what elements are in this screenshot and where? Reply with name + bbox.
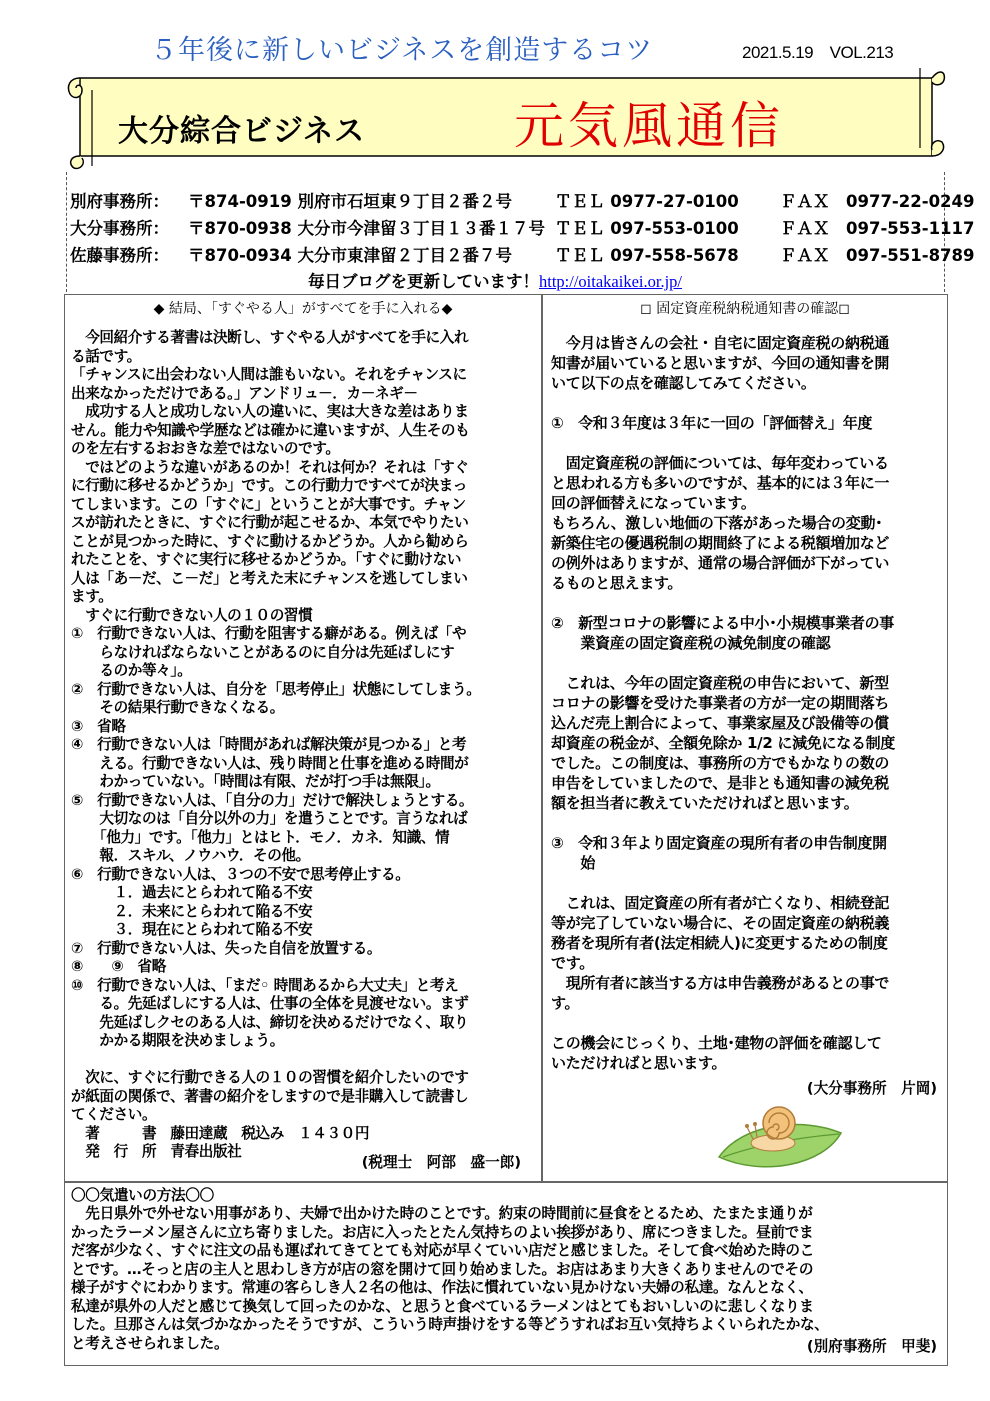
blog-text: 毎日ブログを更新しています！ — [308, 272, 539, 291]
newsletter-title: 元気風通信 — [514, 97, 784, 155]
issue-number: 2021.5.19 VOL.213 — [742, 43, 894, 62]
office-row — [70, 188, 975, 215]
bottom-article-title: 〇〇気遣いの方法〇〇 — [71, 1187, 214, 1204]
tagline: ５年後に新しいビジネスを創造するコツ — [150, 35, 654, 66]
office-row — [70, 215, 975, 242]
office-name: 大分事務所： — [70, 219, 169, 238]
blog-notice — [0, 268, 990, 292]
brand-name: 大分綜合ビジネス — [118, 114, 366, 149]
left-article-signature: (税理士 阿部 盛一郎) — [361, 1154, 521, 1171]
bottom-article — [64, 1182, 948, 1366]
office-fax: ＦＡＸ 0977-22-0249 — [780, 192, 975, 211]
office-row — [70, 242, 975, 269]
office-list — [70, 188, 975, 269]
right-article-signature: (大分事務所 片岡) — [806, 1080, 937, 1097]
office-fax: ＦＡＸ 097-553-1117 — [780, 219, 975, 238]
office-tel: ＴＥＬ 0977-27-0100 — [555, 192, 739, 211]
office-name: 佐藤事務所： — [70, 246, 169, 265]
office-tel: ＴＥＬ 097-558-5678 — [555, 246, 739, 265]
blog-link[interactable]: http://oitakaikei.or.jp/ — [539, 272, 682, 291]
right-article-body: 今月は皆さんの会社・自宅に固定資産税の納税通 知書が届いていると思いますが、今回の通知書を開 いて以下の点を確認してみてください。 ① 令和３年度は３年に一回の「評価替え」年度 固定資産税の評価については、毎年変わっている と思われる方も多いのですが、基本的には３年に一 回の評価替えになっています。 もちろん、激しい地価の下落があった場合の変動･ 新築住宅の優遇税制の期間終了による税額増加など の例外はありますが、通常の場合評価が下がってい るものと思えます。 ② 新型コロナの影響による中小･小規模事業者の事 業資産の固定資産税の減免制度の確認 これは、今年の固定資産税の申告において、新型 コロナの影響を受けた事業者の方が一定の期間落ち 込んだ売上割合によって、事業家屋及び設備等の償 却資産の税金が、全額免除か 1/2 に減免になる制度 でした。この制度は、事務所の方でもかなりの数の 申告をしていましたので、是非とも通知書の減免税 額を担当者に教えていただければと思います。 ③ 令和３年より固定資産の現所有者の申告制度開 始 これは、固定資産の所有者が亡くなり、相続登記 等が完了していない場合に、その固定資産の納税義 務者を現所有者(法定相続人)に変更するための制度 です。 現所有者に該当する方は申告義務があるとの事で す。 この機会にじっくり、土地･建物の評価を確認して いただければと思います。 — [551, 334, 895, 1072]
office-address: 〒870-0938 大分市今津留３丁目１３番１７号 — [188, 219, 545, 238]
snail-on-leaf-icon — [713, 1103, 847, 1177]
office-tel: ＴＥＬ 097-553-0100 — [555, 219, 739, 238]
office-address: 〒870-0934 大分市東津留２丁目２番７号 — [188, 246, 512, 265]
office-fax: ＦＡＸ 097-551-8789 — [780, 246, 975, 265]
bottom-article-body: 先日県外で外せない用事があり、夫婦で出かけた時のことです。約束の時間前に昼食をとるため、たまたま通りが かったラーメン屋さんに立ち寄りました。お店に入ったとたん気持ちのよい挨拶があり、席につきました。昼前でま だ客が少なく、すぐに注文の品も運ばれてきてとても対応が早くていい店だと感じました。そして食べ始めた時のこ とです。…そっと店の主人と思わしき方が店の窓を開けて回り始めました。お店はあまり大きくありませんのでその 様子がすぐにわかります。常連の客らしき人２名の他は、作法に慣れていない見かけない夫婦の私達。なんとなく、 私達が県外の人だと感じて換気して回ったのかな、と思うと食べているラーメンはとてもおいしいのに悲しくなりま した。旦那さんは気づかなかったそうですが、こういう時声掛けをする等どうすればお互い気持ちよくいられたかな、 と考えさせられました。 — [71, 1205, 829, 1352]
left-article — [64, 294, 542, 1182]
office-address: 〒874-0919 別府市石垣東９丁目２番２号 — [188, 192, 512, 211]
right-article-title: ◻ 固定資産税納税通知書の確認◻ — [640, 301, 850, 317]
right-article — [542, 294, 948, 1182]
office-name: 別府事務所： — [70, 192, 169, 211]
left-article-body: 今回紹介する著書は決断し、すぐやる人がすべてを手に入れ る話です。 「チャンスに出会わない人間は誰もいない。それをチャンスに 出来なかっただけである。」アンドリュ－．カ－ネギ－ 成功する人と成功しない人の違いに、実は大きな差はありま せん。能力や知識や学歴などは確かに違いますが、人生そのも のを左右するおおきな差ではないのです。 ではどのような違いがあるのか！それは何か？それは「すぐ に行動に移せるかどうか」です。この行動力ですべてが決まっ てしまいます。この「すぐに」ということが大事です。チャン スが訪れたときに、すぐに行動が起こせるか、本気でやりたい ことが見つかった時に、すぐに動けるかどうか。人から勧めら れたことを、すぐに実行に移せるかどうか。「すぐに動けない 人は「あ－だ、こ－だ」と考えた末にチャンスを逃してしまい ます。 すぐに行動できない人の１０の習慣 ① 行動できない人は、行動を阻害する癖がある。例えば「や らなければならないことがあるのに自分は先延ばしにす るのか等々」。 ② 行動できない人は、自分を「思考停止」状態にしてしまう。 その結果行動できなくなる。 ③ 省略 ④ 行動できない人は「時間があれば解決策が見つかる」と考 える。行動できない人は、残り時間と仕事を進める時間が わかっていない。「時間は有限、だが打つ手は無限」。 ⑤ 行動できない人は、「自分の力」だけで解決しょうとする。 大切なのは「自分以外の力」を遣うことです。言うなれば 「他力」です。「他力」とはヒト．モノ．カネ．知識、情 報．スキル、ノウハウ．その他。 ⑥ 行動できない人は、３つの不安で思考停止する。 １．過去にとらわれて陥る不安 ２．未来にとらわれて陥る不安 ３．現在にとらわれて陥る不安 ⑦ 行動できない人は、失った自信を放置する。 ⑧ ⑨ 省略 ⑩ 行動できない人は、「まだ◦ 時間あるから大丈夫」と考え る。先延ばしにする人は、仕事の全体を見渡せない。まず 先延ばしクセのある人は、締切を決めるだけでなく、取り かかる期限を決めましょう。 次に、すぐに行動できる人の１０の習慣を紹介したいのです が紙面の関係で、著書の紹介をしますので是非購入して読書し てください。 著 書 藤田達蔵 税込み １４３０円 発 行 所 青春出版社 — [71, 329, 481, 1160]
bottom-article-signature: (別府事務所 甲斐) — [806, 1338, 937, 1355]
left-article-title: ◆ 結局、「すぐやる人」がすべてを手に入れる◆ — [153, 301, 453, 317]
